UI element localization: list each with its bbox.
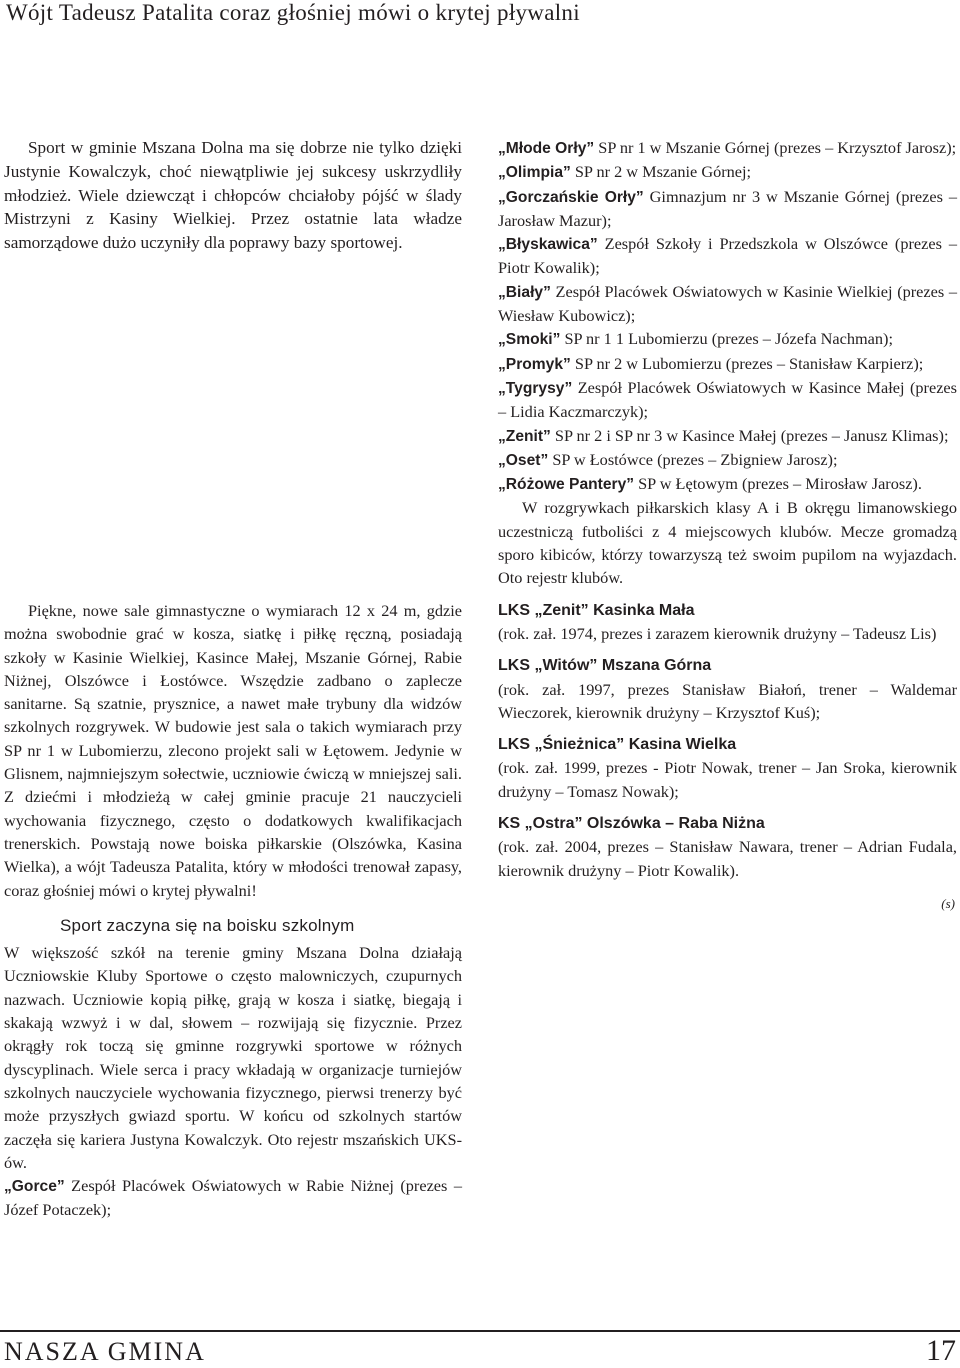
lead-paragraph: Sport w gminie Mszana Dolna ma się dobrze nie tylko dzięki Justynie Kowalczyk, choć niewątpliwie jej sukcesy uskrzydliły młodzież. Wiele dziewcząt i chłopców chciałoby pójść w ślady Mistrzyni z Kasiny Wielkiej. Przez ostatnie lata władze samorządowe dużo uczyniły dla poprawy bazy sportowej. [4,138,462,253]
section-subheading: Sport zaczyna się na boisku szkolnym [60,915,355,935]
club-info: (rok. zał. 1997, prezes Stanisław Białoń, trener – Waldemar Wieczorek, kierownik drużyny – Krzysztof Kuś); [498,679,957,722]
team-entry [498,472,957,496]
team-entry [498,448,957,472]
team-entry [498,424,957,448]
team-entry [4,1174,462,1222]
team-entry [498,280,957,328]
team-desc: SP nr 2 w Mszanie Górnej; [570,162,752,182]
team-name: „Olimpia” [498,164,571,182]
team-desc: SP w Łostówce (prezes – Zbigniew Jarosz); [548,449,838,469]
team-desc: Zespół Placówek Oświatowych w Kasince Małej (prezes – Lidia Kaczmarczyk); [498,377,957,422]
club-name: LKS „Witów” Mszana Górna [498,657,712,675]
club-info: (rok. zał. 1999, prezes - Piotr Nowak, trener – Jan Sroka, kierownik drużyny – Tomasz Nowak); [498,758,957,801]
team-name: „Gorce” [4,1178,65,1196]
team-desc: SP nr 2 w Lubomierzu (prezes – Stanisław Karpierz); [570,353,924,373]
club-info: (rok. zał. 1974, prezes i zarazem kierownik drużyny – Tadeusz Lis) [498,623,937,643]
image-gap [4,255,462,599]
team-name: „Oset” [498,451,549,469]
team-name: „Biały” [498,283,551,301]
club-name: LKS „Zenit” Kasinka Mała [498,601,695,619]
team-desc: SP nr 1 1 Lubomierzu (prezes – Józefa Nachman); [560,329,893,349]
team-desc: SP nr 1 w Mszanie Górnej (prezes – Krzysztof Jarosz); [594,138,957,157]
team-desc: Zespół Placówek Oświatowych w Kasinie Wielkiej (prezes – Wiesław Kubowicz); [498,281,957,326]
club-list [498,599,957,882]
team-name: „Zenit” [498,427,551,445]
team-name: „Błyskawica” [498,236,598,254]
author-signature: (s) [941,895,955,911]
team-name: „Smoki” [498,331,561,349]
team-entry [498,185,957,233]
team-entry [498,352,957,376]
body-paragraph: W większość szkół na terenie gminy Mszana Dolna działają Uczniowskie Kluby Sportowe o często malowniczych, czupurnych nazwach. Uczniowie kopią piłkę, grają w kosza i siatkę, biegają i skakają wzwyż i w dal, słowem – rozwijają się fizycznie. Przez okrągły rok toczą się gminne rozgrywki sportowe w różnych dyscyplinach. Wiele serca i pracy wkładają w organizacje turniejów szkolnych nauczyciele wychowania fizycznego, pierwsi trenerzy być może przyszłych gwiazd sportu. W końcu od szkolnych startów zaczęła się kariera Justyna Kowalczyk. Oto rejestr mszańskich UKS-ów. [4,943,462,1172]
clubs-intro: W rozgrywkach piłkarskich klasy A i B okręgu limanowskiego uczestniczą futboliści z 4 miejscowych klubów. Mecze gromadzą sporo kibiców, którzy towarzyszą też swoim pupilom na wyjazdach. Oto rejestr klubów. [498,498,957,588]
magazine-name: NASZA GMINA [4,1337,206,1366]
team-name: „Młode Orły” [498,140,595,157]
team-desc: Gimnazjum nr 3 w Mszanie Górnej (prezes – Jarosław Mazur); [498,186,957,230]
team-desc: SP w Łętowym (prezes – Mirosław Jarosz). [634,474,922,494]
team-entry [498,376,957,424]
team-entry [498,136,957,160]
team-entry [498,232,957,280]
club-name: KS „Ostra” Olszówka – Raba Niżna [498,815,765,833]
body-paragraph: Piękne, nowe sale gimnastyczne o wymiarach 12 x 24 m, gdzie można swobodnie grać w kosza, siatkę i piłkę ręczną, posiadają szkoły w Kasinie Wielkiej, Kasince Małej, Mszanie Górnej, Rabie Niżnej, Olszówce i Łostówce. Wszędzie zadbano o zaplecze sanitarne. Są szatnie, prysznice, a nawet małe trybuny dla widzów szkolnych rozgrywek. W budowie jest sala o takich wymiarach przy SP nr 1 w Lubomierzu, zlecono projekt sali w Łętowem. Jedynie w Glisnem, najmniejszym sołectwie, uczniowie ćwiczą w mniejszej sali. Z dziećmi i młodzieżą w całej gminie pracuje 21 nauczycieli wychowania fizycznego, często o dodatkowych kwalifikacjach trenerskich. Powstają nowe boiska piłkarskie (Olszówka, Kasina Wielka), a wójt Tadeusza Patalita, który w młodości trenował zapasy, coraz głośniej mówi o krytej pływalni! [4,600,462,900]
team-desc: Zespół Szkoły i Przedszkola w Olszówce (prezes – Piotr Kowalik); [498,234,957,278]
left-column [4,136,462,1222]
article-title: Wójt Tadeusz Patalita coraz głośniej mówi o krytej pływalni [6,0,580,25]
team-entry [498,327,957,351]
right-column [498,136,957,915]
club-name: LKS „Śnieżnica” Kasina Wielka [498,736,737,754]
team-name: „Gorczańskie Orły” [498,188,644,206]
team-name: „Promyk” [498,355,571,373]
team-list [498,136,957,496]
team-entry [498,160,957,184]
page-number: 17 [926,1334,956,1367]
team-name: „Tygrysy” [498,379,573,397]
team-desc: SP nr 2 i SP nr 3 w Kasince Małej (prezes – Janusz Klimas); [550,425,949,445]
team-desc: Zespół Placówek Oświatowych w Rabie Niżnej (prezes – Józef Potaczek); [4,1176,462,1220]
team-name: „Różowe Pantery” [498,476,635,494]
footer-divider [0,1330,960,1332]
club-info: (rok. zał. 2004, prezes – Stanisław Nawara, trener – Adrian Fudala, kierownik drużyny – Piotr Kowalik). [498,837,957,880]
